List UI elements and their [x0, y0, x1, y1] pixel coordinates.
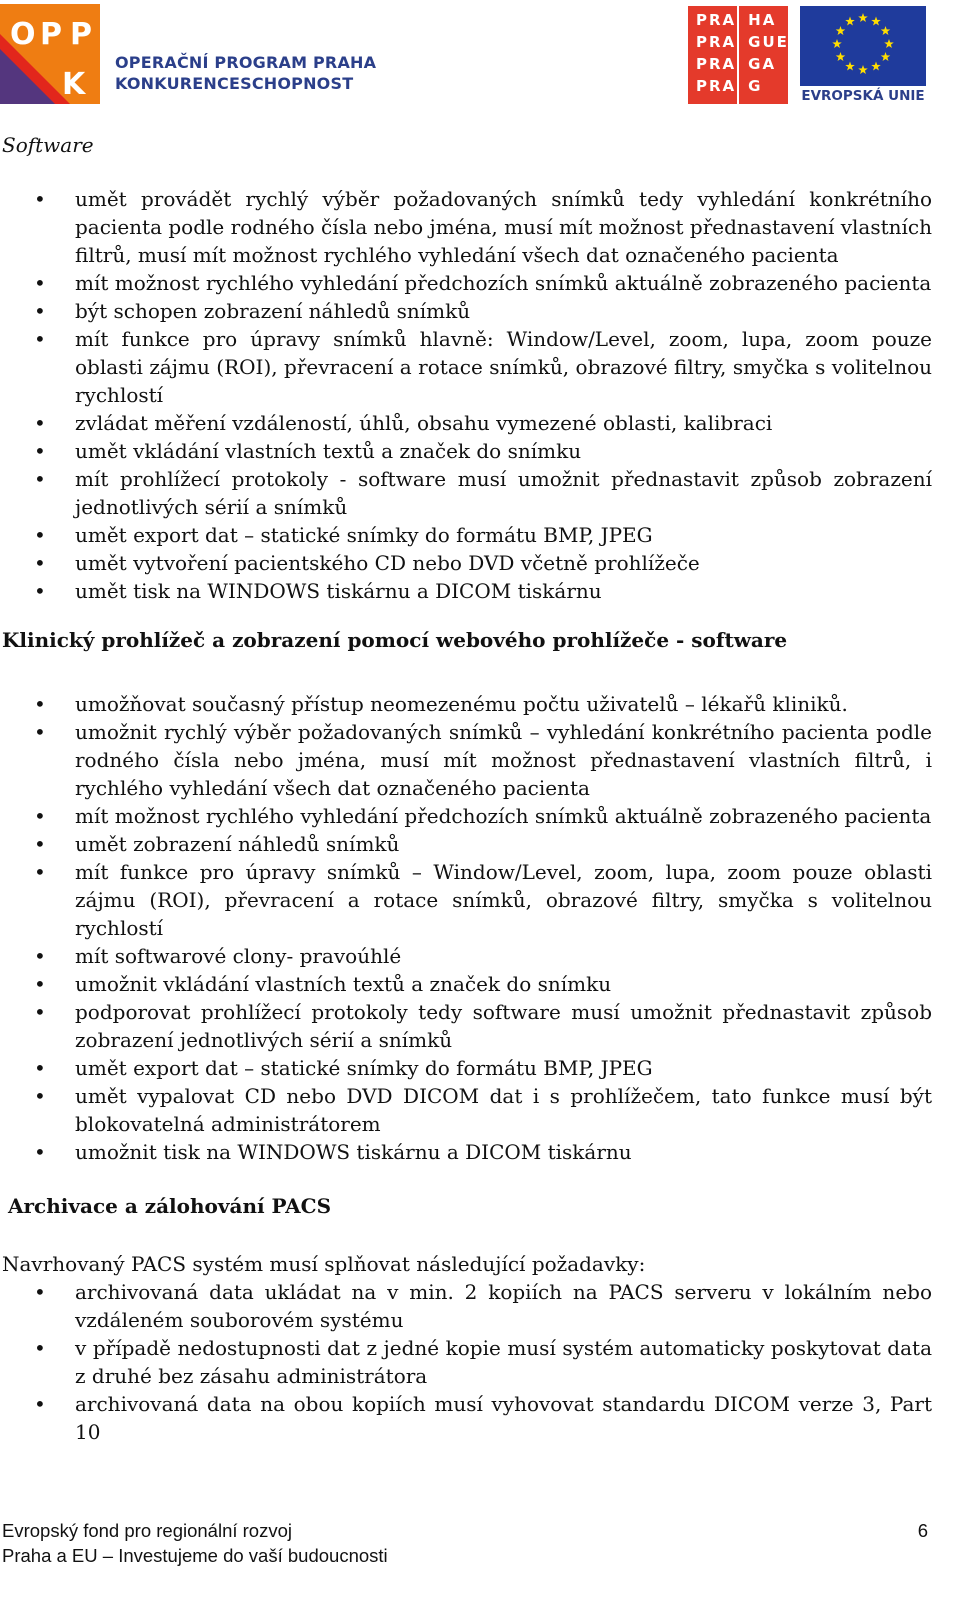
eu-star-icon: [832, 39, 842, 48]
eu-flag-icon: [800, 6, 926, 86]
opp-program-name: [115, 52, 376, 94]
footer-fund-name: Evropský fond pro regionální rozvoj: [2, 1520, 292, 1541]
opp-letter-k: K: [62, 67, 86, 102]
list-item: • archivovaná data ukládat na v min. 2 kopiích na PACS serveru v lokálním nebo vzdáleném souborovém systému: [0, 1278, 932, 1334]
list-item: • v případě nedostupnosti dat z jedné kopie musí systém automaticky poskytovat data z druhé bez zásahu administrátora: [0, 1334, 932, 1390]
list-item: • umět vypalovat CD nebo DVD DICOM dat i s prohlížečem, tato funkce musí být blokovatelná administrátorem: [0, 1082, 932, 1138]
opp-logo: [0, 4, 100, 104]
list-item: • mít funkce pro úpravy snímků – Window/Level, zoom, lupa, zoom pouze oblasti zájmu (ROI), převracení a rotace snímků, obrazové filtry, smyčka s volitelnou rychlostí: [0, 858, 932, 942]
opp-letter-o: O: [10, 17, 36, 52]
clinical-viewer-requirements-list: [0, 690, 932, 1166]
list-item: • umožnit vkládání vlastních textů a značek do snímku: [0, 970, 932, 998]
list-item: • umět export dat – statické snímky do formátu BMP, JPEG: [0, 1054, 932, 1082]
praha-row-2: PRA GUE: [696, 33, 789, 51]
list-item: • umožnit rychlý výběr požadovaných snímků – vyhledání konkrétního pacienta podle rodného čísla nebo jména, musí mít možnost přednastavení vlastních filtrů, i rychlého vyhledání všech dat označeného pacienta: [0, 718, 932, 802]
eu-star-icon: [881, 26, 891, 35]
software-requirements-list: [0, 185, 932, 605]
praha-row-4: PRA G: [696, 77, 763, 95]
eu-star-icon: [871, 62, 881, 71]
praha-row-1: PRA HA: [696, 11, 777, 29]
praha-row-3: PRA GA: [696, 55, 777, 73]
section-title-software: Software: [2, 133, 94, 157]
opp-letter-p1: P: [40, 17, 62, 52]
opp-program-line1: OPERAČNÍ PROGRAM PRAHA: [115, 53, 377, 72]
footer-slogan: Praha a EU – Investujeme do vaší budoucnosti: [2, 1545, 388, 1566]
archiving-intro: Navrhovaný PACS systém musí splňovat následující požadavky:: [2, 1252, 646, 1276]
eu-star-icon: [845, 62, 855, 71]
list-item: • mít softwarové clony- pravoúhlé: [0, 942, 932, 970]
eu-star-icon: [858, 13, 868, 22]
eu-logo: [800, 6, 926, 104]
list-item: • umět zobrazení náhledů snímků: [0, 830, 932, 858]
list-item: • umět provádět rychlý výběr požadovaných snímků tedy vyhledání konkrétního pacienta podle rodného čísla nebo jména, musí mít možnost přednastavení vlastních filtrů, musí mít možnost rychlého vyhledání všech dat označeného pacienta: [0, 185, 932, 269]
list-item: • mít možnost rychlého vyhledání předchozích snímků aktuálně zobrazeného pacienta: [0, 802, 932, 830]
list-item: • umožňovat současný přístup neomezenému počtu uživatelů – lékařů kliniků.: [0, 690, 932, 718]
list-item: • zvládat měření vzdáleností, úhlů, obsahu vymezené oblasti, kalibraci: [0, 409, 932, 437]
list-item: • být schopen zobrazení náhledů snímků: [0, 297, 932, 325]
list-item: • umět tisk na WINDOWS tiskárnu a DICOM tiskárnu: [0, 577, 932, 605]
opp-program-line2: KONKURENCESCHOPNOST: [115, 74, 354, 93]
list-item: • umět vytvoření pacientského CD nebo DVD včetně prohlížeče: [0, 549, 932, 577]
opp-letter-p2: P: [70, 17, 92, 52]
list-item: • umožnit tisk na WINDOWS tiskárnu a DICOM tiskárnu: [0, 1138, 932, 1166]
list-item: • mít možnost rychlého vyhledání předchozích snímků aktuálně zobrazeného pacienta: [0, 269, 932, 297]
list-item: • mít funkce pro úpravy snímků hlavně: Window/Level, zoom, lupa, zoom pouze oblasti zájmu (ROI), převracení a rotace snímků, obrazové filtry, smyčka s volitelnou rychlostí: [0, 325, 932, 409]
list-item: • archivovaná data na obou kopiích musí vyhovovat standardu DICOM verze 3, Part 10: [0, 1390, 932, 1446]
list-item: • umět vkládání vlastních textů a značek do snímku: [0, 437, 932, 465]
eu-star-icon: [836, 26, 846, 35]
list-item: • umět export dat – statické snímky do formátu BMP, JPEG: [0, 521, 932, 549]
list-item: • podporovat prohlížecí protokoly tedy software musí umožnit přednastavit způsob zobrazení jednotlivých sérií a snímků: [0, 998, 932, 1054]
eu-star-icon: [836, 52, 846, 61]
praha-logo: [688, 6, 788, 104]
list-item: • mít prohlížecí protokoly - software musí umožnit přednastavit způsob zobrazení jednotlivých sérií a snímků: [0, 465, 932, 521]
eu-star-icon: [871, 16, 881, 25]
eu-star-icon: [884, 39, 894, 48]
eu-star-icon: [858, 65, 868, 74]
section-title-clinical-viewer: Klinický prohlížeč a zobrazení pomocí webového prohlížeče - software: [2, 628, 788, 652]
eu-label: EVROPSKÁ UNIE: [801, 88, 925, 104]
page-number: 6: [917, 1520, 928, 1541]
eu-star-icon: [845, 16, 855, 25]
section-title-archiving: Archivace a zálohování PACS: [8, 1194, 332, 1218]
archiving-requirements-list: [0, 1278, 932, 1446]
eu-star-icon: [881, 52, 891, 61]
